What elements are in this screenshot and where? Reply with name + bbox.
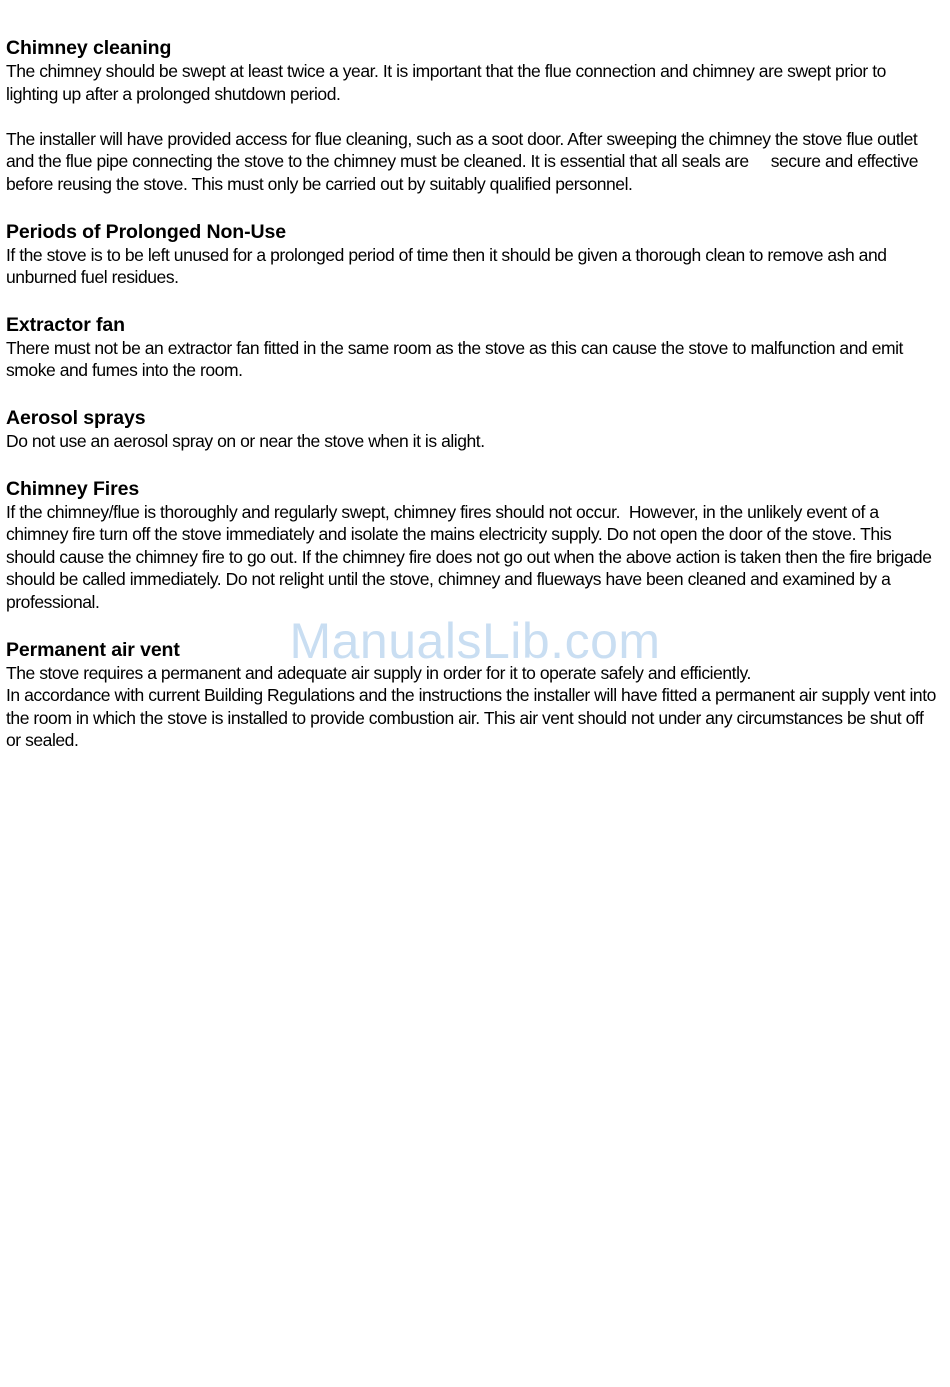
section-heading: Extractor fan (6, 313, 125, 336)
section-paragraph: If the stove is to be left unused for a prolonged period of time then it should be given a thorough clean to remove ash and unburned fuel residues. (6, 244, 887, 288)
section-chimney-fires (6, 477, 942, 614)
section-heading: Periods of Prolonged Non-Use (6, 220, 286, 243)
section-permanent-air-vent (6, 638, 942, 752)
section-prolonged-non-use (6, 220, 942, 289)
section-paragraph: The installer will have provided access for flue cleaning, such as a soot door. After sweeping the chimney the stove flue outlet and the flue pipe connecting the stove to the chimney must be cleaned. It is essential that all seals are secure and effective before reusing the stove. This must only be carried out by suitably qualified personnel. (6, 128, 923, 194)
section-paragraph: If the chimney/flue is thoroughly and regularly swept, chimney fires should not occur. However, in the unlikely event of a chimney fire turn off the stove immediately and isolate the mains electricity supply. Do not open the door of the stove. This should cause the chimney fire to go out. If the chimney fire does not go out when the above action is taken then the fire brigade should be called immediately. Do not relight until the stove, chimney and flueways have been cleaned and examined by a professional. (6, 501, 936, 612)
document-page (6, 36, 942, 776)
section-heading: Aerosol sprays (6, 406, 146, 429)
section-heading: Chimney Fires (6, 477, 140, 500)
section-paragraph: There must not be an extractor fan fitted in the same room as the stove as this can cause the stove to malfunction and emit smoke and fumes into the room. (6, 337, 903, 381)
section-heading: Chimney cleaning (6, 37, 172, 59)
section-paragraph: Do not use an aerosol spray on or near the stove when it is alight. (6, 430, 485, 451)
section-paragraph: In accordance with current Building Regulations and the instructions the installer will have fitted a permanent air supply vent into the room in which the stove is installed to provide combustion air. This air vent should not under any circumstances be shut off or sealed. (6, 685, 936, 751)
watermark: ManualsLib.com (289, 613, 661, 669)
section-heading: Permanent air vent (6, 638, 180, 661)
section-paragraph: The stove requires a permanent and adequate air supply in order for it to operate safely and efficiently. (6, 662, 751, 683)
section-chimney-cleaning (6, 36, 942, 196)
section-aerosol-sprays (6, 406, 942, 453)
section-paragraph: The chimney should be swept at least twice a year. It is important that the flue connection and chimney are swept prior to lighting up after a prolonged shutdown period. (6, 61, 886, 104)
section-extractor-fan (6, 313, 942, 382)
